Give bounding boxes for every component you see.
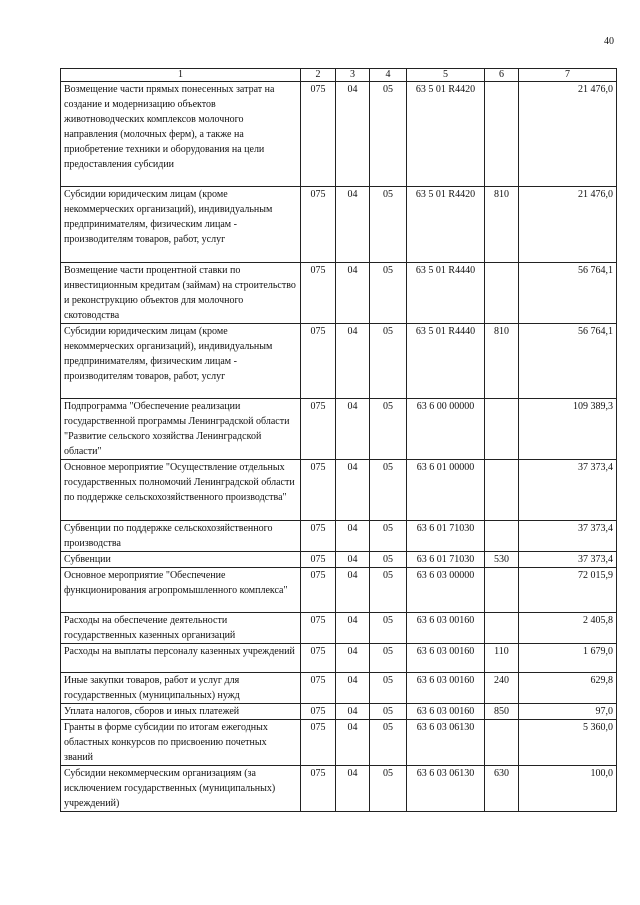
column-header: 4 (370, 69, 407, 82)
cell-amount: 56 764,1 (519, 263, 617, 324)
cell-expense-type (485, 613, 519, 644)
cell-subsection: 05 (370, 568, 407, 613)
cell-amount: 21 476,0 (519, 82, 617, 187)
cell-description: Уплата налогов, сборов и иных платежей (61, 704, 301, 720)
cell-expense-type (485, 460, 519, 521)
cell-target-article: 63 5 01 R4440 (407, 324, 485, 399)
cell-expense-type: 240 (485, 673, 519, 704)
cell-subsection: 05 (370, 673, 407, 704)
cell-section: 04 (336, 720, 370, 766)
table-row (61, 263, 617, 324)
cell-subsection: 05 (370, 263, 407, 324)
cell-description: Расходы на обеспечение деятельности государственных казенных организаций (61, 613, 301, 644)
cell-section: 04 (336, 673, 370, 704)
cell-amount: 56 764,1 (519, 324, 617, 399)
cell-subsection: 05 (370, 324, 407, 399)
cell-ministry-code: 075 (301, 187, 336, 263)
table-row (61, 460, 617, 521)
cell-amount: 37 373,4 (519, 521, 617, 552)
cell-section: 04 (336, 399, 370, 460)
table-row (61, 187, 617, 263)
cell-description: Расходы на выплаты персоналу казенных учреждений (61, 644, 301, 673)
cell-subsection: 05 (370, 521, 407, 552)
cell-expense-type: 810 (485, 324, 519, 399)
table-row (61, 521, 617, 552)
cell-amount: 109 389,3 (519, 399, 617, 460)
cell-description: Субсидии юридическим лицам (кроме некоммерческих организаций), индивидуальным предпринимателям, физическим лицам - производителям товаров, работ, услуг (61, 324, 301, 399)
cell-section: 04 (336, 263, 370, 324)
cell-amount: 21 476,0 (519, 187, 617, 263)
cell-section: 04 (336, 460, 370, 521)
cell-target-article: 63 6 03 00160 (407, 644, 485, 673)
cell-ministry-code: 075 (301, 673, 336, 704)
cell-target-article: 63 5 01 R4420 (407, 82, 485, 187)
cell-expense-type (485, 82, 519, 187)
cell-subsection: 05 (370, 704, 407, 720)
cell-ministry-code: 075 (301, 399, 336, 460)
cell-subsection: 05 (370, 766, 407, 812)
cell-section: 04 (336, 324, 370, 399)
column-header: 2 (301, 69, 336, 82)
cell-subsection: 05 (370, 82, 407, 187)
cell-description: Возмещение части прямых понесенных затрат на создание и модернизацию объектов животноводческих комплексов молочного направления (молочных ферм), а также на приобретение техники и оборудования на цели предоставления субсидии (61, 82, 301, 187)
cell-description: Субсидии некоммерческим организациям (за исключением государственных (муниципальных) учреждений) (61, 766, 301, 812)
cell-ministry-code: 075 (301, 324, 336, 399)
cell-expense-type: 630 (485, 766, 519, 812)
cell-target-article: 63 6 03 00000 (407, 568, 485, 613)
cell-section: 04 (336, 704, 370, 720)
cell-subsection: 05 (370, 720, 407, 766)
cell-expense-type (485, 720, 519, 766)
cell-expense-type: 110 (485, 644, 519, 673)
cell-target-article: 63 6 00 00000 (407, 399, 485, 460)
cell-ministry-code: 075 (301, 263, 336, 324)
table-row (61, 82, 617, 187)
table-row (61, 766, 617, 812)
cell-expense-type (485, 399, 519, 460)
cell-ministry-code: 075 (301, 460, 336, 521)
budget-table (60, 68, 617, 812)
cell-description: Подпрограмма "Обеспечение реализации государственной программы Ленинградской области "Развитие сельского хозяйства Ленинградской области" (61, 399, 301, 460)
cell-expense-type (485, 521, 519, 552)
cell-section: 04 (336, 644, 370, 673)
cell-amount: 5 360,0 (519, 720, 617, 766)
table-row (61, 644, 617, 673)
cell-description: Основное мероприятие "Осуществление отдельных государственных полномочий Ленинградской области по поддержке сельскохозяйственного производства" (61, 460, 301, 521)
cell-target-article: 63 6 03 00160 (407, 704, 485, 720)
cell-description: Субсидии юридическим лицам (кроме некоммерческих организаций), индивидуальным предпринимателям, физическим лицам - производителям товаров, работ, услуг (61, 187, 301, 263)
cell-subsection: 05 (370, 460, 407, 521)
cell-target-article: 63 6 03 06130 (407, 766, 485, 812)
table-header-row (61, 69, 617, 82)
table-row (61, 704, 617, 720)
cell-expense-type (485, 263, 519, 324)
table-row (61, 568, 617, 613)
cell-amount: 37 373,4 (519, 552, 617, 568)
cell-expense-type: 850 (485, 704, 519, 720)
cell-ministry-code: 075 (301, 613, 336, 644)
cell-amount: 2 405,8 (519, 613, 617, 644)
cell-section: 04 (336, 613, 370, 644)
cell-amount: 629,8 (519, 673, 617, 704)
table-row (61, 720, 617, 766)
cell-target-article: 63 6 03 06130 (407, 720, 485, 766)
cell-subsection: 05 (370, 644, 407, 673)
cell-expense-type: 530 (485, 552, 519, 568)
cell-expense-type: 810 (485, 187, 519, 263)
cell-amount: 37 373,4 (519, 460, 617, 521)
cell-subsection: 05 (370, 552, 407, 568)
cell-section: 04 (336, 552, 370, 568)
cell-description: Возмещение части процентной ставки по инвестиционным кредитам (займам) на строительство и реконструкцию объектов для молочного скотоводства (61, 263, 301, 324)
cell-description: Субвенции по поддержке сельскохозяйственного производства (61, 521, 301, 552)
cell-subsection: 05 (370, 613, 407, 644)
cell-ministry-code: 075 (301, 704, 336, 720)
cell-ministry-code: 075 (301, 720, 336, 766)
cell-subsection: 05 (370, 399, 407, 460)
cell-ministry-code: 075 (301, 568, 336, 613)
cell-target-article: 63 6 01 00000 (407, 460, 485, 521)
cell-ministry-code: 075 (301, 82, 336, 187)
column-header: 1 (61, 69, 301, 82)
cell-amount: 100,0 (519, 766, 617, 812)
column-header: 3 (336, 69, 370, 82)
column-header: 5 (407, 69, 485, 82)
cell-amount: 72 015,9 (519, 568, 617, 613)
cell-amount: 97,0 (519, 704, 617, 720)
cell-target-article: 63 6 01 71030 (407, 521, 485, 552)
cell-description: Гранты в форме субсидии по итогам ежегодных областных конкурсов по присвоению почетных званий (61, 720, 301, 766)
table-row (61, 324, 617, 399)
cell-section: 04 (336, 521, 370, 552)
cell-section: 04 (336, 568, 370, 613)
cell-description: Субвенции (61, 552, 301, 568)
column-header: 7 (519, 69, 617, 82)
table-row (61, 673, 617, 704)
column-header: 6 (485, 69, 519, 82)
cell-target-article: 63 5 01 R4440 (407, 263, 485, 324)
cell-amount: 1 679,0 (519, 644, 617, 673)
cell-target-article: 63 6 01 71030 (407, 552, 485, 568)
cell-ministry-code: 075 (301, 552, 336, 568)
cell-section: 04 (336, 766, 370, 812)
cell-description: Основное мероприятие "Обеспечение функционирования агропромышленного комплекса" (61, 568, 301, 613)
cell-ministry-code: 075 (301, 521, 336, 552)
cell-ministry-code: 075 (301, 766, 336, 812)
cell-ministry-code: 075 (301, 644, 336, 673)
cell-section: 04 (336, 187, 370, 263)
cell-description: Иные закупки товаров, работ и услуг для государственных (муниципальных) нужд (61, 673, 301, 704)
table-row (61, 399, 617, 460)
cell-target-article: 63 6 03 00160 (407, 673, 485, 704)
cell-section: 04 (336, 82, 370, 187)
table-row (61, 613, 617, 644)
cell-subsection: 05 (370, 187, 407, 263)
table-row (61, 552, 617, 568)
page-number: 40 (604, 36, 614, 47)
cell-target-article: 63 6 03 00160 (407, 613, 485, 644)
cell-target-article: 63 5 01 R4420 (407, 187, 485, 263)
cell-expense-type (485, 568, 519, 613)
